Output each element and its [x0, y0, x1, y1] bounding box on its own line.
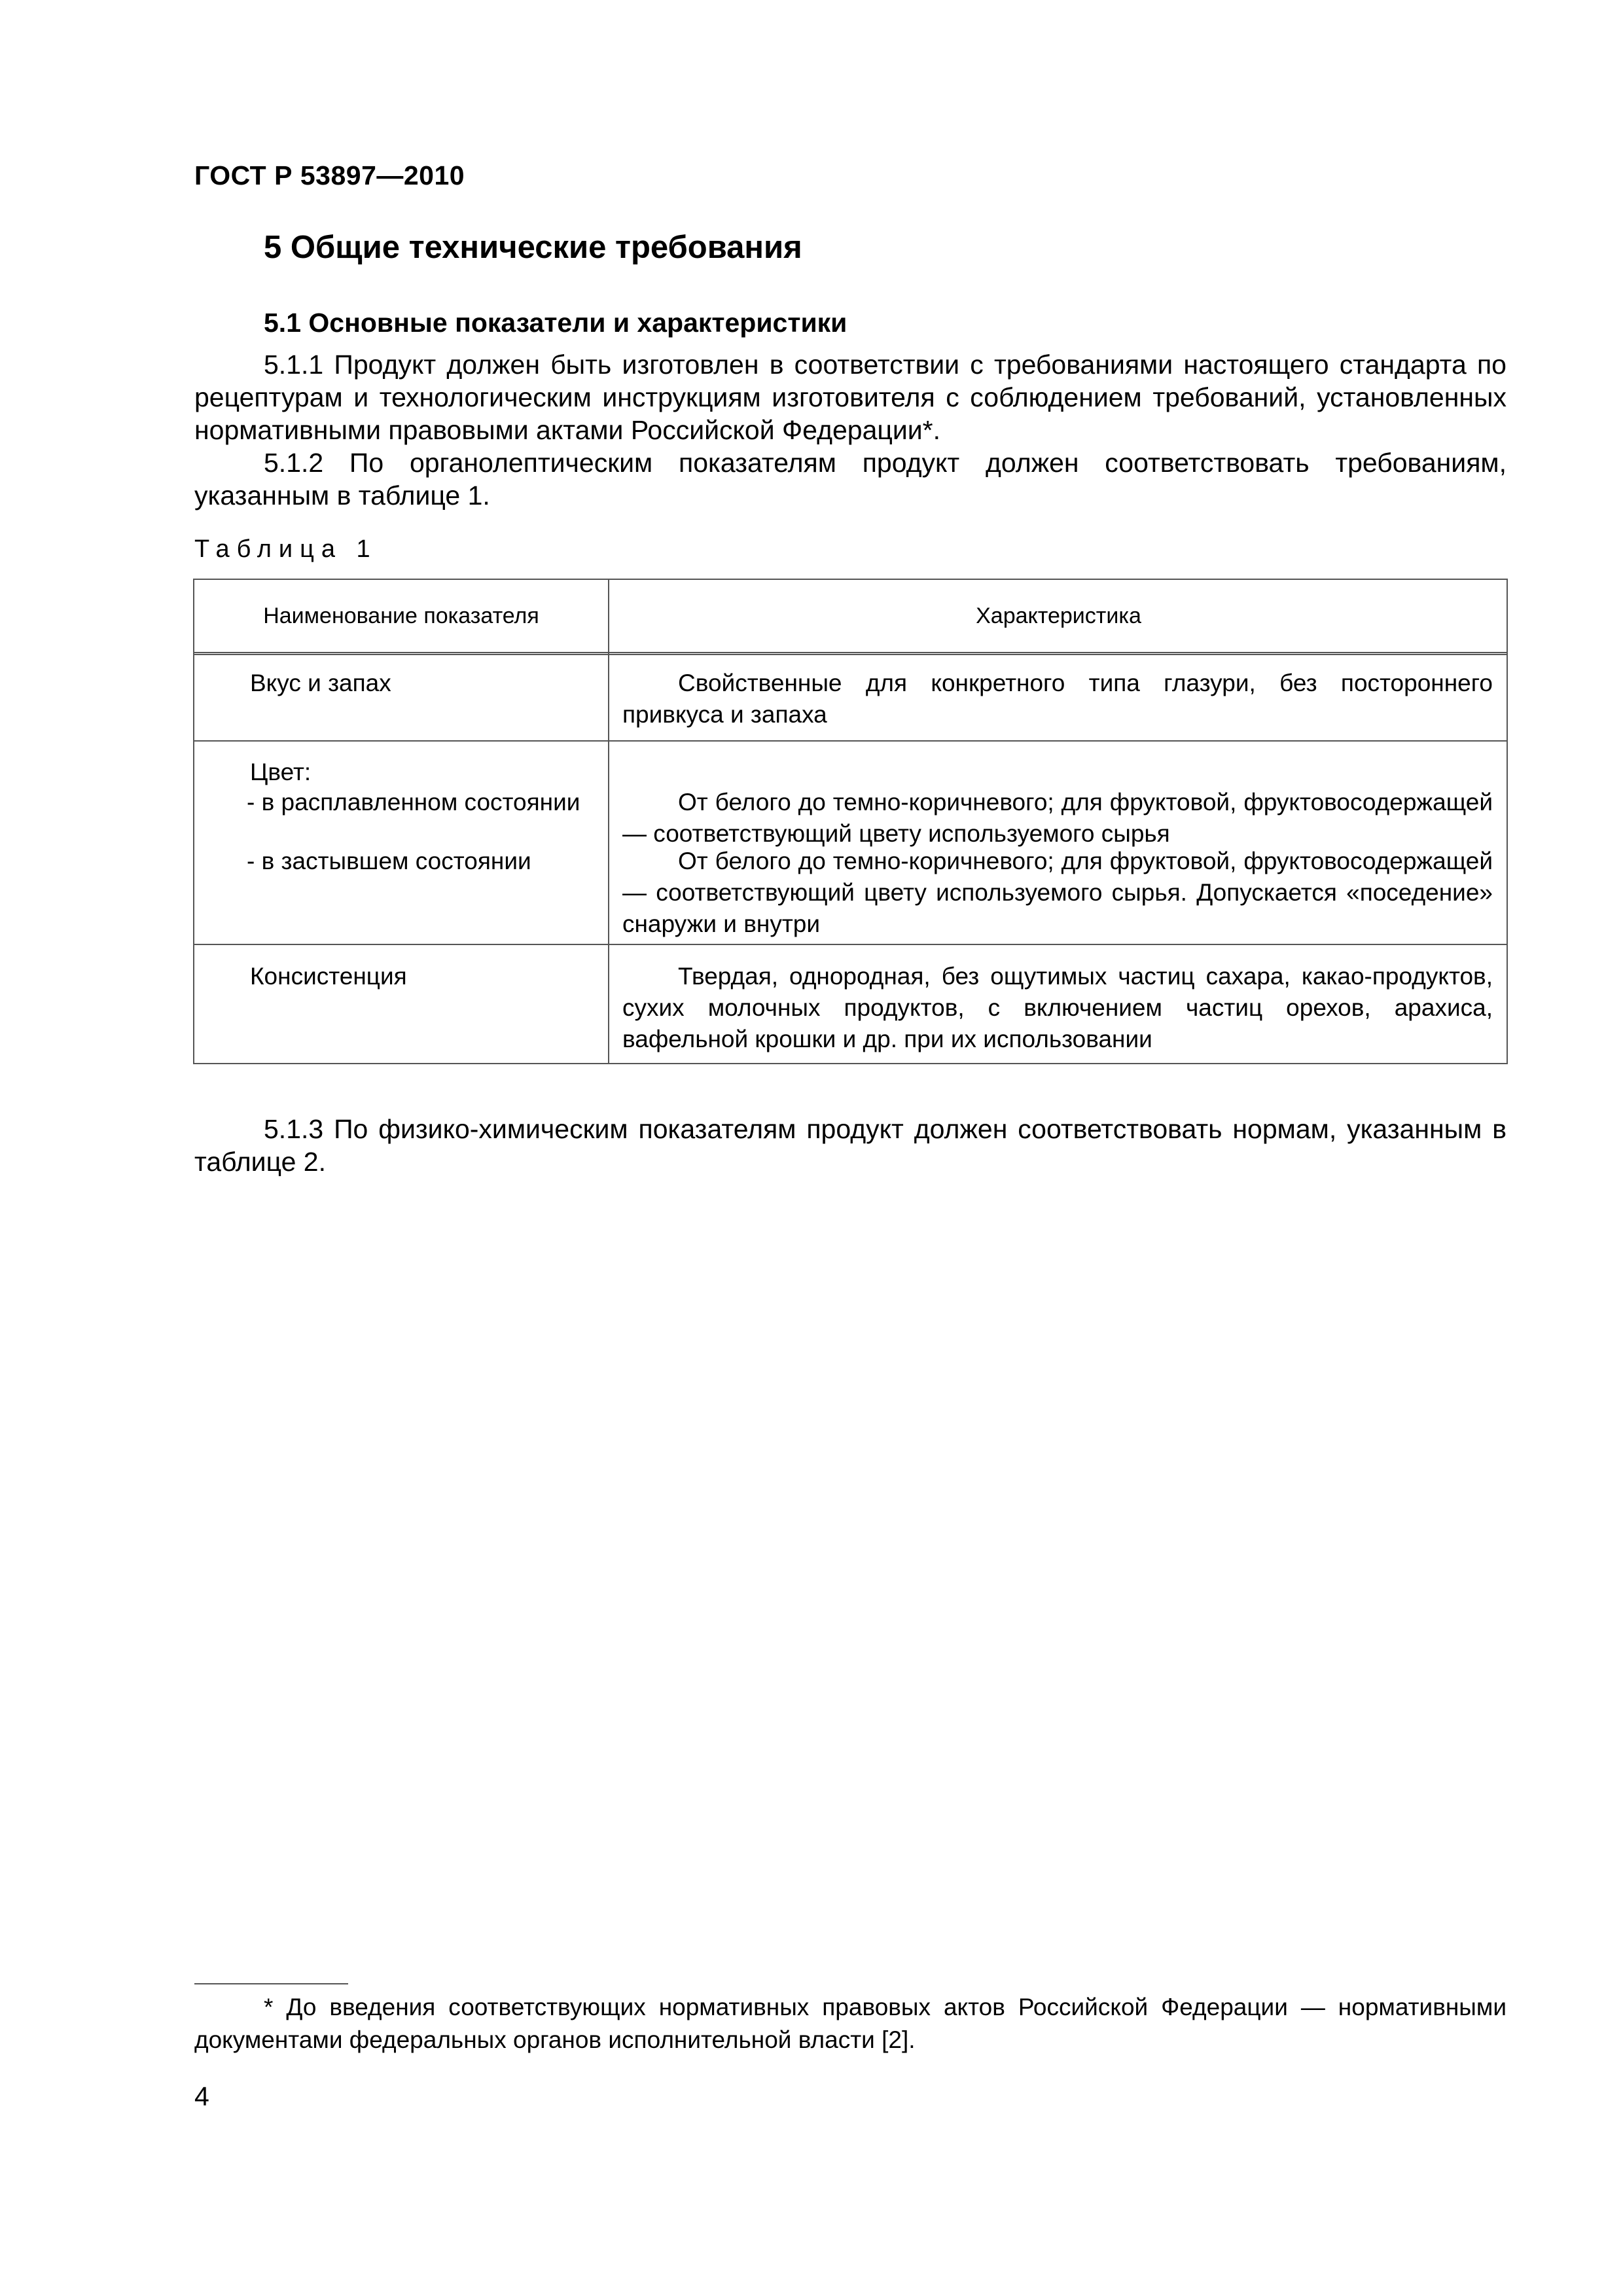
table-cell-color-name: Цвет: — [250, 759, 312, 785]
table-row-divider — [194, 740, 1507, 742]
paragraph-5-1-2: 5.1.2 По органолептическим показателям продукт должен соответствовать требованиям, указанным в таблице 1. — [194, 448, 1507, 511]
table-header-name: Наименование показателя — [263, 603, 539, 628]
table-header-divider — [194, 652, 1507, 655]
page-number: 4 — [194, 2081, 209, 2111]
paragraph-5-1-3: 5.1.3 По физико-химическим показателям продукт должен соответствовать нормам, указанным в таблице 2. — [194, 1114, 1507, 1177]
table-cell-color-melted-name: - в расплавленном состоянии — [247, 789, 580, 816]
table-cell-consistency-name: Консистенция — [250, 963, 407, 990]
footnote-separator — [194, 1983, 348, 1984]
paragraph-5-1-1: 5.1.1 Продукт должен быть изготовлен в соответствии с требованиями настоящего стандарта по рецептурам и технологическим инструкциям изготовителя с соблюдением требований, установленных нормативными правовыми актами Российской Федерации*. — [194, 350, 1507, 445]
table-cell-consistency-value: Твердая, однородная, без ощутимых частиц сахара, какао-продуктов, сухих молочных продуктов, с включением частиц орехов, арахиса, вафельной крошки и др. при их использовании — [622, 963, 1493, 1052]
section-title: 5 Общие технические требования — [264, 230, 802, 265]
table-row-divider — [194, 944, 1507, 945]
table-header-characteristic: Характеристика — [976, 603, 1141, 628]
document-code: ГОСТ Р 53897—2010 — [194, 160, 465, 190]
table-caption: Таблица 1 — [194, 535, 378, 563]
table-cell-color-melted-value: От белого до темно-коричневого; для фруктовой, фруктовосодержащей — соответствующий цвету используемого сырья — [622, 789, 1493, 847]
table-cell-color-solid-name: - в застывшем состоянии — [247, 848, 531, 874]
footnote: * До введения соответствующих нормативных правовых актов Российской Федерации — нормативными документами федеральных органов исполнительной власти [2]. — [194, 1994, 1507, 2053]
table-cell-taste-value: Свойственные для конкретного типа глазури, без постороннего привкуса и запаха — [622, 670, 1493, 728]
table-cell-taste-name: Вкус и запах — [250, 670, 391, 696]
table-cell-color-solid-value: От белого до темно-коричневого; для фруктовой, фруктовосодержащей — соответствующий цвету используемого сырья. Допускается «поседение» снаружи и внутри — [622, 848, 1493, 937]
organoleptic-table — [193, 579, 1508, 1064]
subsection-title: 5.1 Основные показатели и характеристики — [264, 308, 847, 338]
